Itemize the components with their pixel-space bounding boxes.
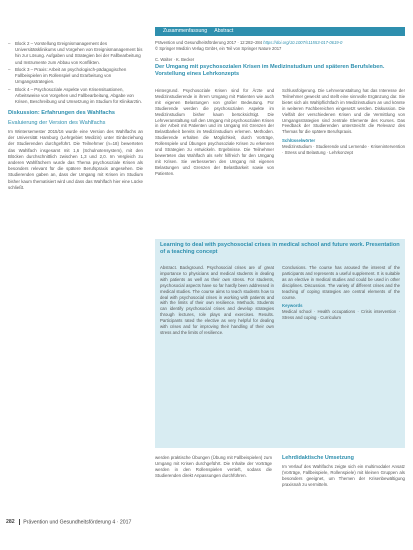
doi-link[interactable]: https://doi.org/10.1007/s11553-017-0619-0 — [263, 40, 343, 45]
abstract-en-col1 — [160, 265, 274, 336]
keywords-label: Keywords — [282, 303, 303, 309]
footer-divider — [19, 519, 20, 525]
english-title: Learning to deal with psychosocial crises in medical school and future work. Presentation of a teaching concept — [160, 242, 400, 255]
copyright-line: © Springer Medizin Verlag GmbH, ein Teil von Springer Nature 2017 — [155, 45, 282, 51]
left-column — [8, 41, 143, 191]
keywords: Medical school · Health occupations · Crisis intervention · Stress and coping · Curriculum — [282, 309, 400, 321]
body-paragraph: werden praktische Übungen (Übung mit Fallbeispielen) zum Umgang mit Krisen durchgeführt. Die Inhalte der Vorträge werden in den Rollenspielen vertieft, sodass die Studierenden direkt Anpassungen durchführen. — [155, 455, 272, 479]
header-abstract-label: Abstract — [214, 28, 234, 34]
page-footer — [6, 519, 131, 525]
list-item: – Block 3 – Praxis: Arbeit an psychologisch-pädagogischen Fallbeispielen im Rollenspiel und Erarbeitung von Umgangsstrategien. — [8, 67, 143, 86]
body-paragraph: Im Wintersemester 2015/16 wurde eine Version des Wahlfachs an der Universität Hamburg (Lehrgebiet Medizin) unter Einbeziehung der Studierenden durchgeführt. Die Teilnehmer (n=18) bewerteten das Wahlfach insgesamt mit 1,6 (Schulnotensystem), mit den Blöcken durchschnittlich zwischen 1,3 und 2,0. Im Vergleich zu anderen Wahlfächern wurde das Thema psychosoziale Krisen als besonders relevant für die spätere Berufspraxis angesehen. Die Studierenden gaben an, dass der Umgang mit Krisen im Studium bisher kaum thematisiert wird und dass das Wahlfach hier eine Lücke schließt. — [8, 129, 143, 190]
abstract-text: Abstract. Background. Psychosocial crises are of great importance to physicians and medical students in dealing with patients as well as their own stress. For students, psychosocial aspects have so far hardly been addressed in medical studies. The course aims to teach students how to deal with psychosocial crises in working with patients and with the limits of their own resilience. Methods. Students can identify psychosocial crises and develop strategies through lectures, role plays and exercises. Results. Participants rated the elective as very helpful for dealing with crises and for improving their handling of their own stress and the limits of resilience. — [160, 265, 274, 335]
citation-block — [155, 40, 405, 51]
header-section-label: Zusammenfassung — [163, 28, 208, 34]
keywords-label: Schlüsselwörter — [282, 138, 316, 144]
german-title: Der Umgang mit psychosozialen Krisen im Medizinstudium und späteren Berufsleben. Vorstellung eines Lehrkonzepts — [155, 64, 385, 77]
abstract-de-col1 — [155, 88, 274, 177]
subsection-heading: Evaluierung der Version des Wahlfachs — [8, 120, 106, 127]
page-number: 282 — [6, 519, 15, 526]
abstract-de-col2 — [282, 88, 405, 156]
authors: C. Walter · K. Becker — [155, 57, 195, 62]
section-heading: Lehrdidaktische Umsetzung — [282, 455, 354, 461]
keywords: Medizinstudium · Studierende und Lernende · Krisenintervention · Stress und Belastung · Lehrkonzept — [282, 144, 405, 156]
list-item: – Block 4 – Psychosoziale Aspekte von Krisensituationen, Arbeitsweise von Vorgehen und Fallbearbeitung, Abgabe von Krisen, Beschreibung und Umsetzung im Studium für Klinikarztin. — [8, 87, 143, 106]
citation-line: Prävention und Gesundheitsförderung 2017 · 12:282–284 — [155, 40, 263, 45]
body-right-column — [282, 455, 405, 488]
list-item: – Block 2 – Vorstellung Ereignismanagement des Universitätsklinikums und Vorgehen von Ereignismanagement bis hin zur Lösung. Aufgaben und Strategien bei der Fallbearbeitung und Instrumente zum Abbau von Konflikten. — [8, 41, 143, 66]
abstract-en-col2 — [282, 265, 400, 321]
block-list — [8, 41, 143, 105]
abstract-text: Schlussfolgerung. Die Lehrveranstaltung hat das Interesse der Teilnehmer geweckt und stellt eine sinnvolle Ergänzung dar. Sie bietet sich als Wahlpflichtfach im Medizinstudium an und könnte in weiteren Fachbereichen eingesetzt werden. Diskussion. Die Vielfalt der verschiedenen Krisen und die Vermittlung von Umgangsstrategien sind zentrale Elemente des Kurses. Das Feedback der Studierenden unterstreicht die Relevanz des Themas für die spätere Berufspraxis. — [282, 88, 405, 135]
abstract-text: Hintergrund. Psychosoziale Krisen sind für Ärzte und Medizinstudierende in ihrem Umgang mit Patienten wie auch mit eigenen Belastungen von großer Bedeutung. Für Studierende werden die psychosozialen Aspekte im Medizinstudium bisher kaum berücksichtigt. Die Lehrveranstaltung soll den Umgang mit psychosozialen Krisen in der Arbeit mit Patienten und im Umgang mit Grenzen der Belastbarkeit bereits im Medizinstudium erlernen. Methoden. Studierende erhalten die Möglichkeit, durch Vorträge, Rollenspiele und Übungen psychosoziale Krisen zu erkennen und Strategien zu entwickeln. Ergebnisse. Die Teilnehmer bewerteten das Wahlfach als sehr hilfreich für den Umgang mit Krisen. Sie verbesserten den Umgang mit eigenen Belastungen und Grenzen der Belastbarkeit sowie von Patienten. — [155, 88, 274, 176]
abstract-header-band — [155, 27, 405, 36]
body-middle-column — [155, 455, 272, 479]
abstract-text: Conclusions. The course has aroused the interest of the participants and represents a useful supplement. It is suitable as an elective in medical studies and could be used in other disciplines. Discussion. The variety of different crises and the teaching of coping strategies are central elements of the course. — [282, 265, 400, 300]
body-paragraph: Im Verlauf des Wahlfachs zeigte sich ein multimodaler Ansatz (Vorträge, Fallbeispiele, Rollenspiele) mit kleinen Gruppen als besonders geeignet, um Themen der Krisenbewältigung praxisnah zu vermitteln. — [282, 463, 405, 488]
journal-name: Prävention und Gesundheitsförderung 4 · 2017 — [23, 519, 132, 526]
section-heading: Diskussion: Erfahrungen des Wahlfachs — [8, 110, 116, 117]
